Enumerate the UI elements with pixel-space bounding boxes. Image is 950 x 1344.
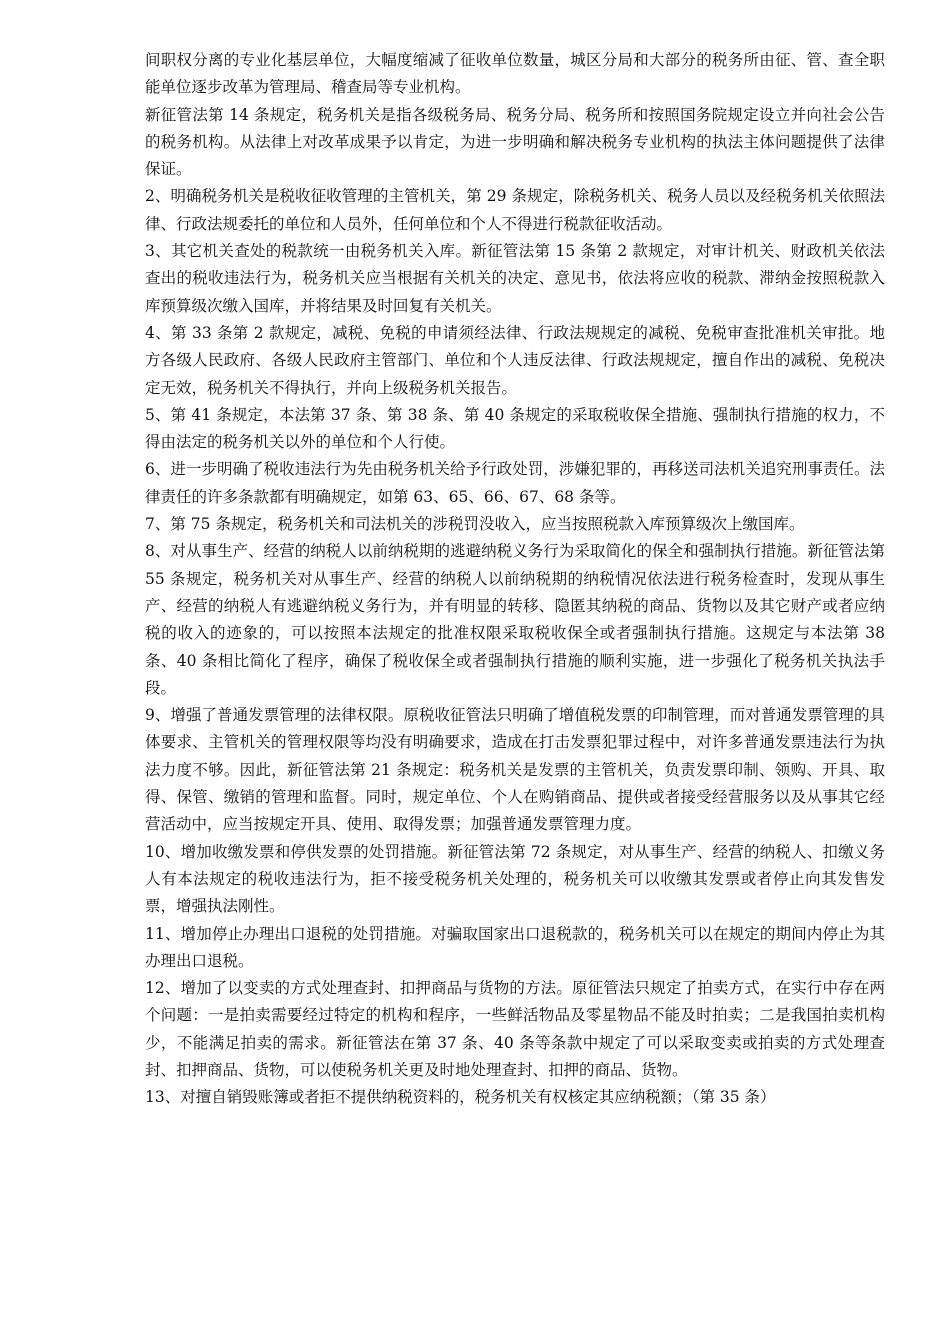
paragraph-item-5: 5、第 41 条规定，本法第 37 条、第 38 条、第 40 条规定的采取税收保全措施、强制执行措施的权力，不得由法定的税务机关以外的单位和个人行使。 <box>145 405 885 452</box>
paragraph-item-8: 8、对从事生产、经营的纳税人以前纳税期的逃避纳税义务行为采取简化的保全和强制执行措施。新征管法第 55 条规定，税务机关对从事生产、经营的纳税人以前纳税期的纳税情况依法进行税务检查时，发现从事生产、经营的纳税人有逃避纳税义务行为，并有明显的转移、隐匿其纳税的商品、货物以及其它财产或者应纳税的收入的迹象的，可以按照本法规定的批准权限采取税收保全或者强制执行措施。这规定与本法第 38 条、40 条相比简化了程序，确保了税收保全或者强制执行措施的顺利实施，进一步强化了税务机关执法手段。 <box>145 542 885 697</box>
paragraph-item-4: 4、第 33 条第 2 款规定，减税、免税的申请须经法律、行政法规规定的减税、免税审查批准机关审批。地方各级人民政府、各级人民政府主管部门、单位和个人违反法律、行政法规规定，擅自作出的减税、免税决定无效，税务机关不得执行，并向上级税务机关报告。 <box>145 323 885 397</box>
paragraph-item-6: 6、进一步明确了税收违法行为先由税务机关给予行政处罚，涉嫌犯罪的，再移送司法机关追究刑事责任。法律责任的许多条款都有明确规定，如第 63、65、66、67、68 条等。 <box>145 460 885 506</box>
paragraph-article-14: 新征管法第 14 条规定，税务机关是指各级税务局、税务分局、税务所和按照国务院规定设立并向社会公告的税务机构。从法律上对改革成果予以肯定，为进一步明确和解决税务专业机构的执法主体问题提供了法律保证。 <box>145 105 885 179</box>
paragraph-item-3: 3、其它机关查处的税款统一由税务机关入库。新征管法第 15 条第 2 款规定，对审计机关、财政机关依法查出的税收违法行为，税务机关应当根据有关机关的决定、意见书，依法将应收的税款、滞纳金按照税款入库预算级次缴入国库，并将结果及时回复有关机关。 <box>145 242 885 315</box>
paragraph-item-7: 7、第 75 条规定，税务机关和司法机关的涉税罚没收入，应当按照税款入库预算级次上缴国库。 <box>145 515 805 534</box>
paragraph-item-13: 13、对擅自销毁账簿或者拒不提供纳税资料的，税务机关有权核定其应纳税额；（第 35 条） <box>145 1088 776 1107</box>
document-page <box>145 47 885 1112</box>
paragraph-item-2: 2、明确税务机关是税收征收管理的主管机关，第 29 条规定，除税务机关、税务人员以及经税务机关依照法律、行政法规委托的单位和人员外，任何单位和个人不得进行税款征收活动。 <box>145 187 885 233</box>
paragraph-item-12: 12、增加了以变卖的方式处理查封、扣押商品与货物的方法。原征管法只规定了拍卖方式，在实行中存在两个问题：一是拍卖需要经过特定的机构和程序，一些鲜活物品及零星物品不能及时拍卖；二是我国拍卖机构少，不能满足拍卖的需求。新征管法在第 37 条、40 条等条款中规定了可以采取变卖或拍卖的方式处理查封、扣押商品、货物，可以使税务机关更及时地处理查封、扣押的商品、货物。 <box>145 979 885 1079</box>
paragraph-intro-continuation: 间职权分离的专业化基层单位，大幅度缩减了征收单位数量，城区分局和大部分的税务所由征、管、查全职能单位逐步改革为管理局、稽查局等专业机构。 <box>145 51 885 97</box>
paragraph-item-10: 10、增加收缴发票和停供发票的处罚措施。新征管法第 72 条规定，对从事生产、经营的纳税人、扣缴义务人有本法规定的税收违法行为，拒不接受税务机关处理的，税务机关可以收缴其发票或者停止向其发售发票，增强执法刚性。 <box>145 842 885 916</box>
paragraph-item-9: 9、增强了普通发票管理的法律权限。原税收征管法只明确了增值税发票的印制管理，而对普通发票管理的具体要求、主管机关的管理权限等均没有明确要求，造成在打击发票犯罪过程中，对许多普通发票违法行为执法力度不够。因此，新征管法第 21 条规定：税务机关是发票的主管机关，负责发票印制、领购、开具、取得、保管、缴销的管理和监督。同时，规定单位、个人在购销商品、提供或者接受经营服务以及从事其它经营活动中，应当按规定开具、使用、取得发票；加强普通发票管理力度。 <box>145 706 885 834</box>
paragraph-item-11: 11、增加停止办理出口退税的处罚措施。对骗取国家出口退税款的，税务机关可以在规定的期间内停止为其办理出口退税。 <box>145 924 885 970</box>
